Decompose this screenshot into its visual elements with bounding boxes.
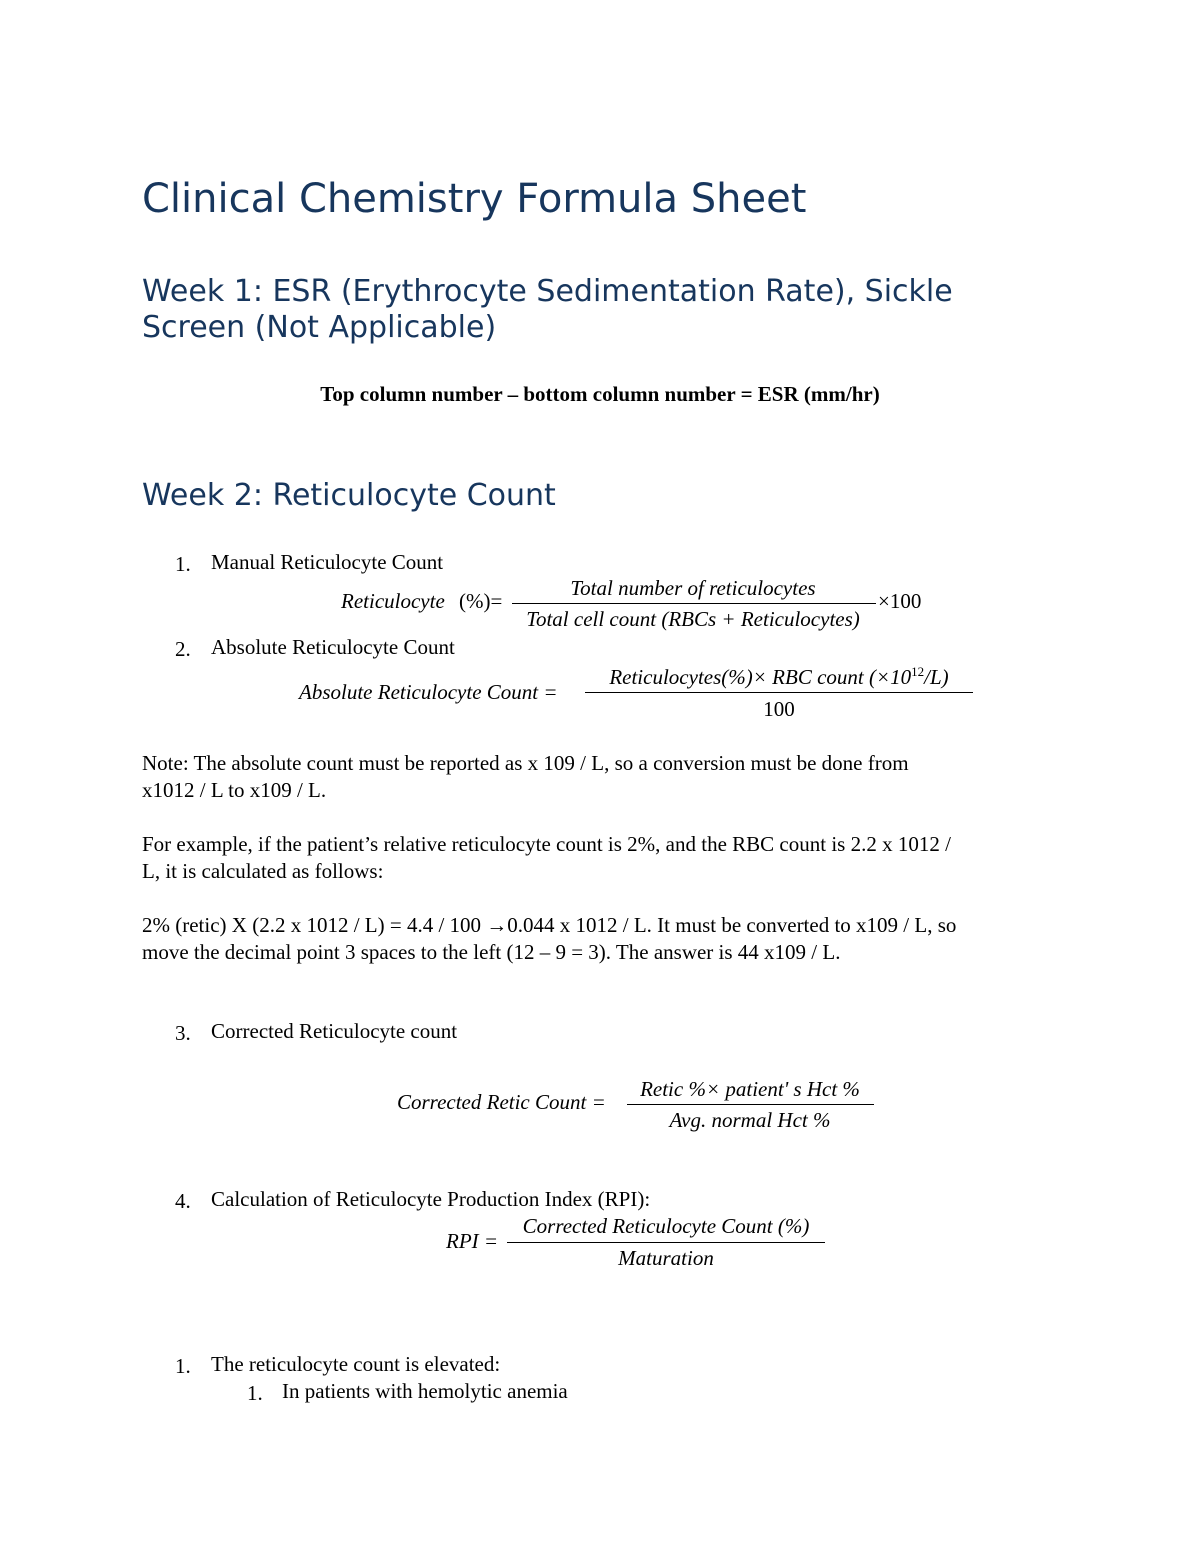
formula1-lhs: Reticulocyte (341, 589, 445, 613)
list-number: 3. (175, 1021, 191, 1045)
formula1-fraction-bar (512, 603, 876, 604)
formula1-lhs-paren: (%)= (459, 589, 503, 613)
formula3-fraction-bar (627, 1104, 874, 1105)
rpi-label: Calculation of Reticulocyte Production Index (RPI): (211, 1187, 651, 1211)
list-number: 4. (175, 1189, 191, 1213)
esr-formula: Top column number – bottom column number = ESR (mm/hr) (320, 382, 880, 406)
absolute-retic-label: Absolute Reticulocyte Count (211, 635, 455, 659)
formula2-fraction-bar (585, 692, 973, 693)
formula3-lhs: Corrected Retic Count = (397, 1090, 606, 1114)
week2-heading: Week 2: Reticulocyte Count (142, 478, 556, 513)
formula2-exponent: 12 (911, 664, 925, 679)
formula4-lhs: RPI = (446, 1229, 499, 1253)
list-number: 2. (175, 637, 191, 661)
formula3-denominator: Avg. normal Hct % (669, 1108, 831, 1132)
formula2-numerator-main: Reticulocytes(%)× RBC count (×10 (609, 665, 912, 689)
formula2-numerator (584, 664, 974, 690)
calc-line1: 2% (retic) X (2.2 x 1012 / L) = 4.4 / 100 →0.044 x 1012 / L. It must be converted to x109 / L, so (142, 913, 957, 937)
formula4-numerator: Corrected Reticulocyte Count (%) (522, 1214, 810, 1238)
formula1-multiplier: ×100 (878, 589, 922, 613)
formula3-numerator: Retic %× patient' s Hct % (640, 1077, 860, 1101)
formula2-lhs: Absolute Reticulocyte Count = (299, 680, 558, 704)
corrected-retic-label: Corrected Reticulocyte count (211, 1019, 458, 1043)
note-line1: Note: The absolute count must be reported as x 109 / L, so a conversion must be done from (142, 751, 909, 775)
formula4-fraction-bar (507, 1242, 825, 1243)
hemolytic-label: In patients with hemolytic anemia (282, 1379, 568, 1403)
example-line2: L, it is calculated as follows: (142, 859, 384, 883)
list-number: 1. (175, 552, 191, 576)
calc-line2: move the decimal point 3 spaces to the left (12 – 9 = 3). The answer is 44 x109 / L. (142, 940, 841, 964)
formula4-denominator: Maturation (618, 1246, 714, 1270)
formula1-denominator: Total cell count (RBCs + Reticulocytes) (526, 607, 860, 631)
list-number: 1. (247, 1381, 263, 1405)
week1-heading-line1: Week 1: ESR (Erythrocyte Sedimentation Rate), Sickle (142, 274, 953, 309)
note-line2: x1012 / L to x109 / L. (142, 778, 327, 802)
page-title: Clinical Chemistry Formula Sheet (142, 176, 807, 222)
example-line1: For example, if the patient’s relative reticulocyte count is 2%, and the RBC count is 2.2 x 1012 / (142, 832, 951, 856)
list-number: 1. (175, 1354, 191, 1378)
manual-retic-label: Manual Reticulocyte Count (211, 550, 444, 574)
formula1-numerator: Total number of reticulocytes (570, 576, 816, 600)
formula2-denominator: 100 (763, 697, 795, 721)
week1-heading-line2: Screen (Not Applicable) (142, 310, 497, 345)
elevated-label: The reticulocyte count is elevated: (211, 1352, 501, 1376)
formula2-numerator-tail: /L) (924, 665, 949, 689)
